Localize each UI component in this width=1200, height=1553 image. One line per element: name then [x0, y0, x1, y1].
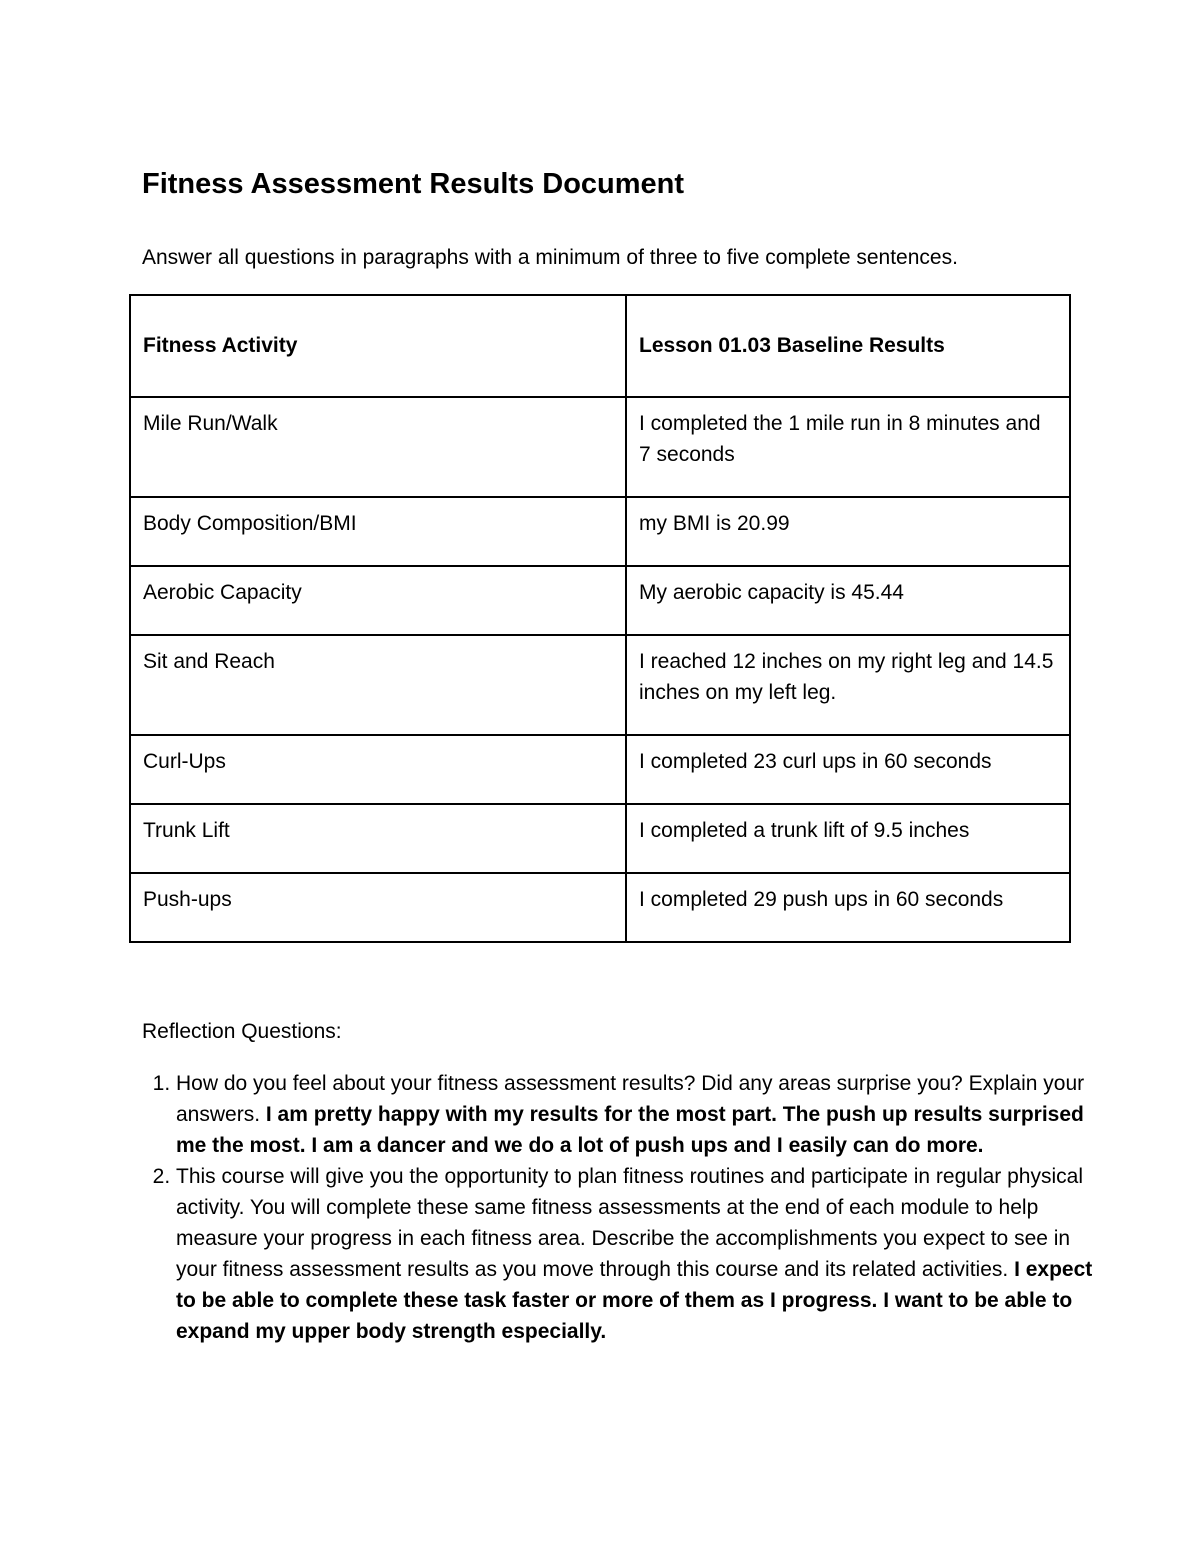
answer-text: I am pretty happy with my results for the most part. The push up results surprised me the most. I am a dancer and we do a lot of push ups and I easily can do more.: [176, 1103, 1084, 1157]
activity-cell: Sit and Reach: [130, 635, 626, 735]
answer-text: I expect to be able to complete these task faster or more of them as I progress. I want to be able to expand my upper body strength especially.: [176, 1258, 1093, 1343]
instructions-text: Answer all questions in paragraphs with a minimum of three to five complete sentences.: [142, 246, 958, 269]
activity-cell: Aerobic Capacity: [130, 566, 626, 635]
reflection-heading: Reflection Questions:: [142, 1020, 342, 1043]
question-text: This course will give you the opportunity to plan fitness routines and participate in regular physical activity. You will complete these same fitness assessments at the end of each module to help measure your progress in each fitness area. Describe the accomplishments you expect to see in your fitness assessment results as you move through this course and its related activities.: [176, 1165, 1083, 1281]
header-baseline-results: Lesson 01.03 Baseline Results: [626, 295, 1070, 397]
fitness-results-table: [129, 294, 1071, 943]
table-row: [130, 397, 1070, 497]
document-title: Fitness Assessment Results Document: [142, 168, 685, 200]
result-cell: My aerobic capacity is 45.44: [626, 566, 1070, 635]
activity-cell: Curl-Ups: [130, 735, 626, 804]
result-cell: I completed the 1 mile run in 8 minutes and 7 seconds: [626, 397, 1070, 497]
table-row: [130, 735, 1070, 804]
table-row: [130, 873, 1070, 942]
result-cell: I completed 23 curl ups in 60 seconds: [626, 735, 1070, 804]
table-row: [130, 804, 1070, 873]
table-row: [130, 497, 1070, 566]
table-header-row: [130, 295, 1070, 397]
activity-cell: Trunk Lift: [130, 804, 626, 873]
reflection-question-item: [176, 1068, 1101, 1161]
table-row: [130, 566, 1070, 635]
result-cell: my BMI is 20.99: [626, 497, 1070, 566]
header-fitness-activity: Fitness Activity: [130, 295, 626, 397]
question-text: How do you feel about your fitness assessment results? Did any areas surprise you? Explain your answers.: [176, 1072, 1085, 1126]
activity-cell: Push-ups: [130, 873, 626, 942]
result-cell: I completed a trunk lift of 9.5 inches: [626, 804, 1070, 873]
result-cell: I reached 12 inches on my right leg and 14.5 inches on my left leg.: [626, 635, 1070, 735]
activity-cell: Body Composition/BMI: [130, 497, 626, 566]
table-row: [130, 635, 1070, 735]
activity-cell: Mile Run/Walk: [130, 397, 626, 497]
result-cell: I completed 29 push ups in 60 seconds: [626, 873, 1070, 942]
reflection-question-item: [176, 1161, 1101, 1347]
reflection-questions-list: [142, 1068, 1101, 1347]
